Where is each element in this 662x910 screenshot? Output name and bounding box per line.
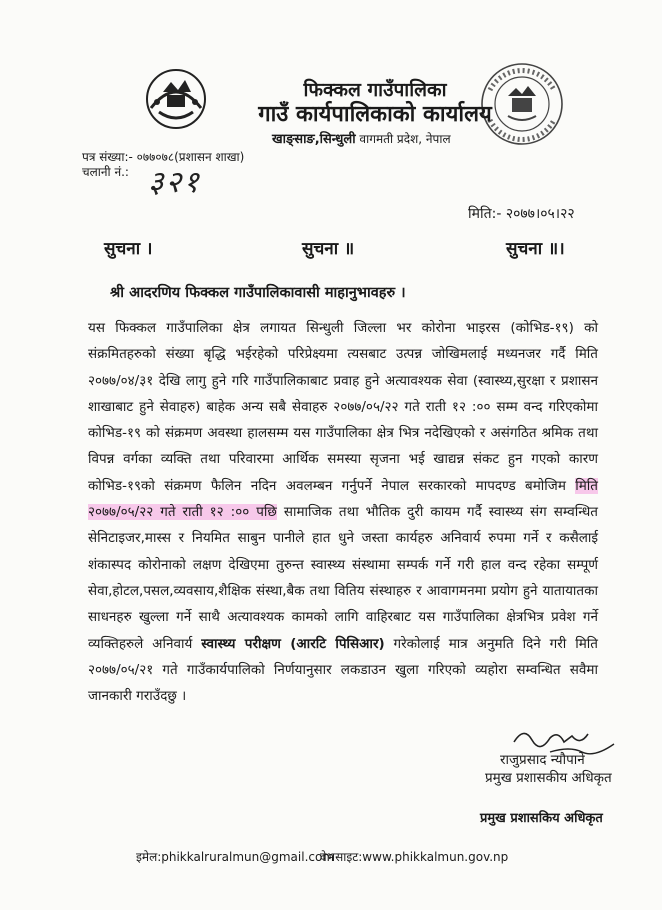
- footer-website: वेभसाइट:www.phikkalmun.gov.np: [320, 850, 509, 864]
- body-part-1: यस फिक्कल गाउँपालिका क्षेत्र लगायत सिन्धुली जिल्ला भर कोरोना भाइरस (कोभिड-१९) को संक्रमितहरुको संख्या बृद्धि भईरहेको परिप्रेक्ष्यमा त्यसबाट उत्पन्न जोखिमलाई मध्यनजर गर्दै मिति २०७७/०४/३१ देखि लागु हुने गरि गाउँपालिकाबाट प्रवाह हुने अत्यावश्यक सेवा (स्वास्थ्य,सुरक्षा र प्रशासन शाखाबाट हुने सेवाहरु) बाहेक अन्य सबै सेवाहरु २०७७/०५/२२ गते राती १२ :०० सम्म वन्द गरिएकोमा कोभिड-१९ को संक्रमण अवस्था हालसम्म यस गाउँपालिका क्षेत्र भित्र नदेखिएको र असंगठित श्रमिक तथा विपन्न वर्गका व्यक्ति तथा परिवारमा आर्थिक समस्या सृजना भई खाद्यन्न संकट हुन गएको कारण कोभिड-१९को संक्रमण फैलिन नदिन अवलम्बन गर्नुपर्ने नेपाल सरकारको मापदण्ड बमोजिम: [88, 320, 598, 494]
- nepal-emblem-icon: [145, 68, 207, 130]
- office-address: [272, 129, 532, 147]
- notice-heading-2: सुचना ॥: [302, 239, 355, 259]
- signatory-name: राजुप्रसाद न्यौपाने: [500, 752, 585, 768]
- body-part-3: गरेकोलाई मात्र अनुमति दिने गरी मिति २०७७/०५/२१ गते गाउँकार्यपालिको निर्णयानुसार लकडाउन खुला गरिएको व्यहोरा सम्वन्धित सवैमा जानकारी गराउँदछु ।: [88, 635, 598, 705]
- designation-stamp: प्रमुख प्रशासकिय अधिकृत: [480, 811, 603, 826]
- notice-heading-1: सुचना ।: [104, 239, 153, 259]
- notice-heading-3: सुचना ॥।: [506, 239, 565, 259]
- notice-body: [88, 315, 598, 709]
- highlighted-date: मिति २०७७/०५/२२ गते राती १२ :०० पछि: [88, 477, 598, 521]
- body-part-2: सामाजिक तथा भौतिक दुरी कायम गर्दै स्वास्थ्य संग सम्वन्धित सेनिटाइजर,मास्स र नियमित साबुन पानीले हात धुने जस्ता कार्यहरु अनिवार्य रुपमा गर्ने र कसैलाई शंकास्पद कोरोनाको लक्षण देखिएमा तुरुन्त स्वास्थ्य संस्थामा सम्पर्क गर्ने गरी हाल वन्द रहेका सम्पूर्ण सेवा,होटल,पसल,व्यवसाय,शैक्षिक संस्था,बैक तथा वितिय संस्थाहरु र आवागमनमा प्रयोग हुने यातायातका साधनहरु खुल्ला गर्ने साथै अत्यावश्यक कामको लागि वाहिरबाट यस गाउँपालिका क्षेत्रभित्र प्रवेश गर्ने व्यक्तिहरुले अनिवार्य: [88, 504, 598, 652]
- office-name: गाउँ कार्यपालिकाको कार्यालय: [258, 102, 492, 127]
- letter-number: पत्र संख्या:- ०७७०७८(प्रशासन शाखा): [82, 150, 245, 164]
- dispatch-label: चलानी नं.:: [82, 165, 129, 179]
- health-test-requirement: स्वास्थ्य परीक्षण (आरटि पिसिआर): [201, 635, 385, 652]
- dispatch-number: ३२१: [148, 165, 201, 200]
- signatory-title: प्रमुख प्रशासकीय अधिकृत: [485, 770, 612, 786]
- footer-email: इमेल:phikkalruralmun@gmail.com: [136, 850, 335, 864]
- address-province: वागमती प्रदेश, नेपाल: [359, 132, 451, 146]
- municipality-name: फिक्कल गाउँपालिका: [303, 79, 447, 101]
- salutation: श्री आदरणिय फिक्कल गाउँपालिकावासी माहानुभावहरु ।: [110, 285, 406, 301]
- address-location: खाङ्साङ,सिन्धुली: [272, 132, 356, 147]
- letter-date: मिति:- २०७७।०५।२२: [468, 206, 575, 222]
